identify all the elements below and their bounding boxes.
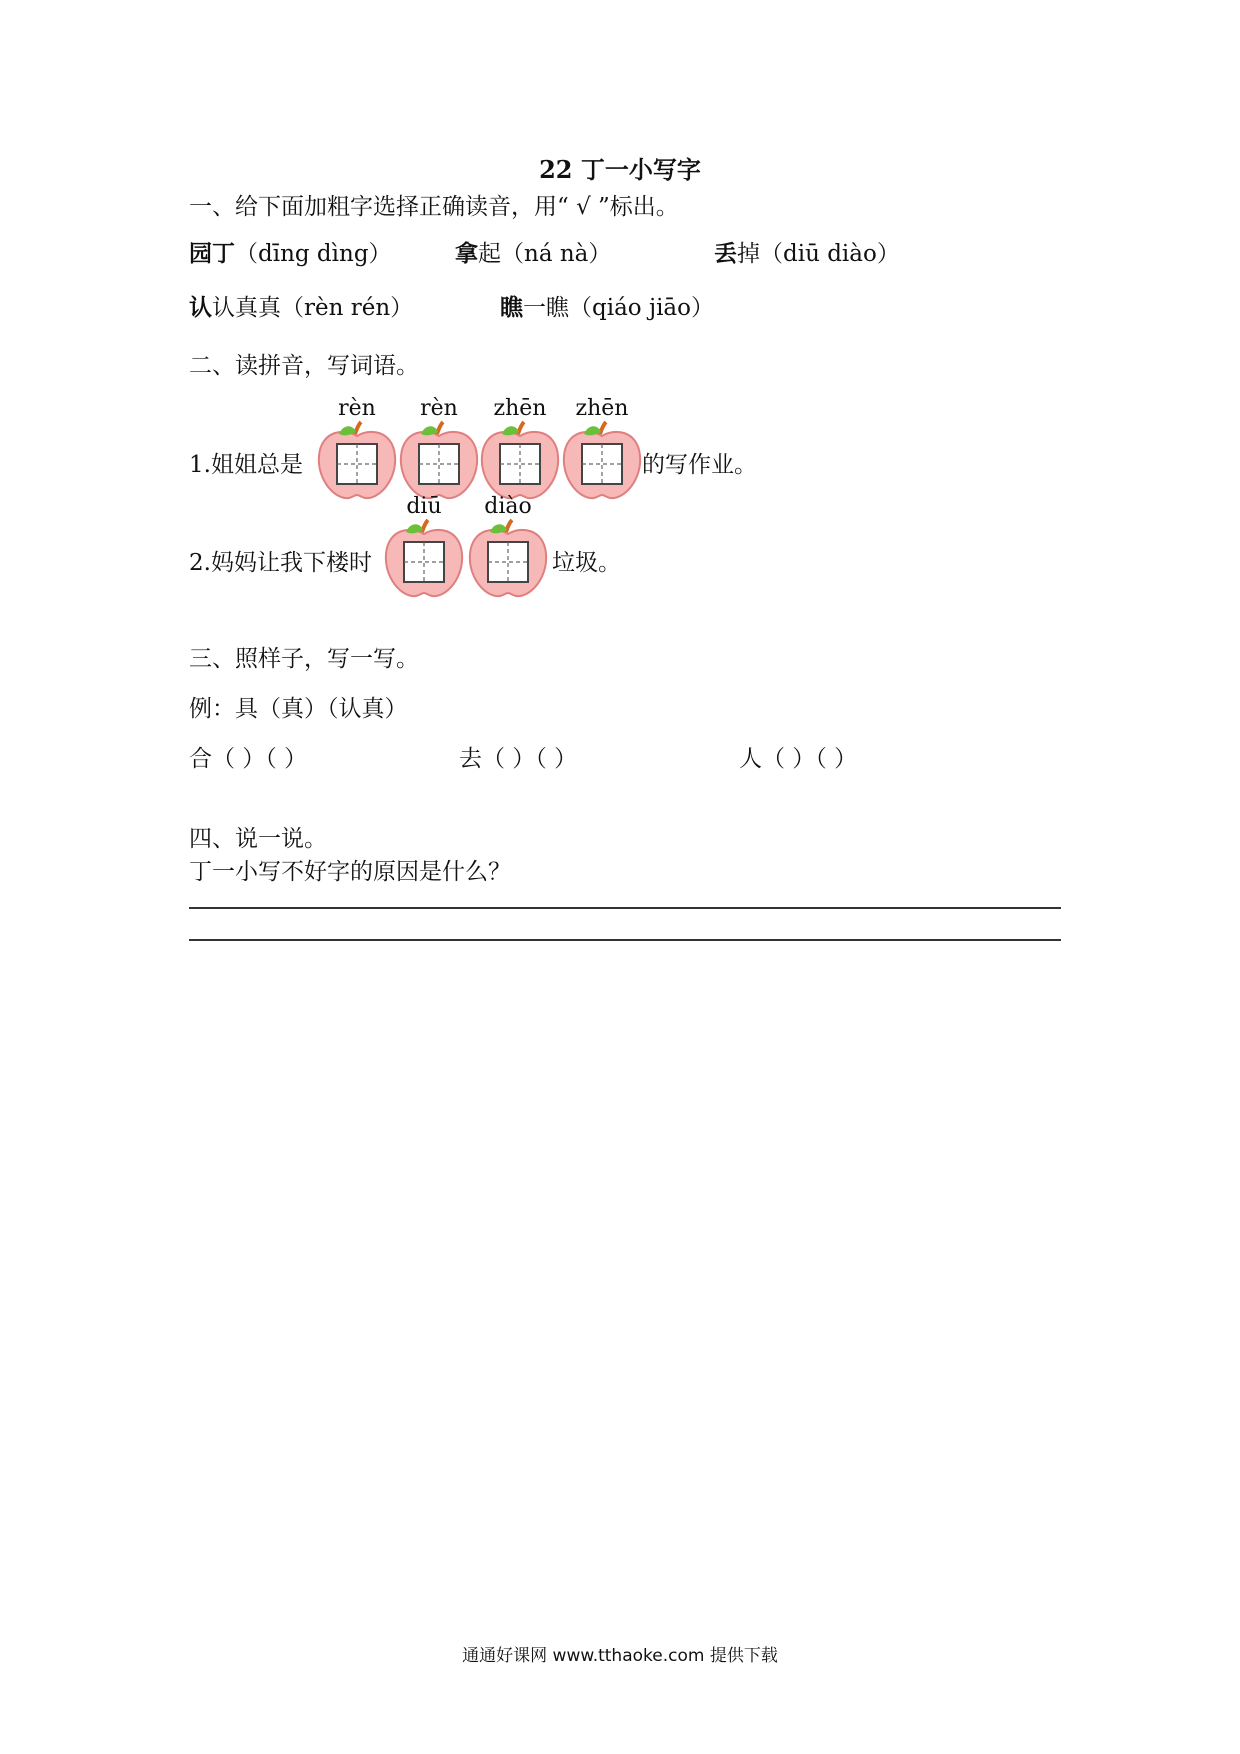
word-item-5 <box>500 289 714 322</box>
pinyin-label: rèn <box>420 396 458 421</box>
apple-icon <box>478 420 562 502</box>
footer-credit: 通通好课网 www.tthaoke.com 提供下载 <box>462 1646 778 1666</box>
page-title: 22 丁一小写字 <box>539 155 701 184</box>
plain-char: 掉 <box>737 241 760 267</box>
bold-char: 瞧 <box>500 294 523 321</box>
apple-writing-box[interactable] <box>397 420 481 502</box>
bold-char: 拿 <box>455 240 478 267</box>
word-item-4 <box>189 289 413 322</box>
word-item-2 <box>455 235 611 268</box>
plain-char: 起 <box>478 241 501 267</box>
pinyin-options: （rèn rén） <box>281 295 414 321</box>
pinyin-options: （qiáo jiāo） <box>569 295 714 321</box>
pinyin-options: （ná nà） <box>501 241 612 267</box>
apple-icon <box>382 518 466 600</box>
pinyin-label: zhēn <box>493 396 547 421</box>
section2-heading: 二、读拼音，写词语。 <box>189 353 419 379</box>
section1-heading: 一、给下面加粗字选择正确读音，用“ √ ”标出。 <box>189 194 679 220</box>
section4-question: 丁一小写不好字的原因是什么？ <box>189 859 511 885</box>
apple-icon <box>315 420 399 502</box>
apple-icon <box>397 420 481 502</box>
section4-heading: 四、说一说。 <box>189 826 327 852</box>
pinyin-options: （diū diào） <box>760 241 900 267</box>
bold-char: 认 <box>189 294 212 321</box>
apple-writing-box[interactable] <box>478 420 562 502</box>
fill-item-1[interactable]: 合（ ）（ ） <box>189 746 308 772</box>
apple-icon <box>466 518 550 600</box>
answer-line-2[interactable] <box>189 939 1061 941</box>
example-line: 例：具（真）（认真） <box>189 696 408 722</box>
section3-heading: 三、照样子，写一写。 <box>189 646 419 672</box>
bold-char: 园丁 <box>189 240 235 267</box>
pinyin-label: rèn <box>338 396 376 421</box>
pinyin-label: diào <box>484 494 532 519</box>
apple-writing-box[interactable] <box>382 518 466 600</box>
bold-char: 丢 <box>714 240 737 267</box>
apple-writing-box[interactable] <box>315 420 399 502</box>
q1-prefix: 1.姐姐总是 <box>189 452 303 478</box>
plain-char: 认真真 <box>212 295 281 321</box>
word-item-1 <box>189 235 392 268</box>
q1-suffix: 的写作业。 <box>642 452 757 478</box>
apple-writing-box[interactable] <box>560 420 644 502</box>
apple-writing-box[interactable] <box>466 518 550 600</box>
pinyin-options: （dīng dìng） <box>235 241 392 267</box>
answer-line-1[interactable] <box>189 907 1061 909</box>
word-item-3 <box>714 235 900 268</box>
fill-item-3[interactable]: 人（ ）（ ） <box>739 746 858 772</box>
pinyin-label: zhēn <box>575 396 629 421</box>
apple-icon <box>560 420 644 502</box>
fill-item-2[interactable]: 去（ ）（ ） <box>459 746 578 772</box>
q2-suffix: 垃圾。 <box>552 550 621 576</box>
q2-prefix: 2.妈妈让我下楼时 <box>189 550 372 576</box>
plain-char: 一瞧 <box>523 295 569 321</box>
pinyin-label: diū <box>406 494 442 519</box>
